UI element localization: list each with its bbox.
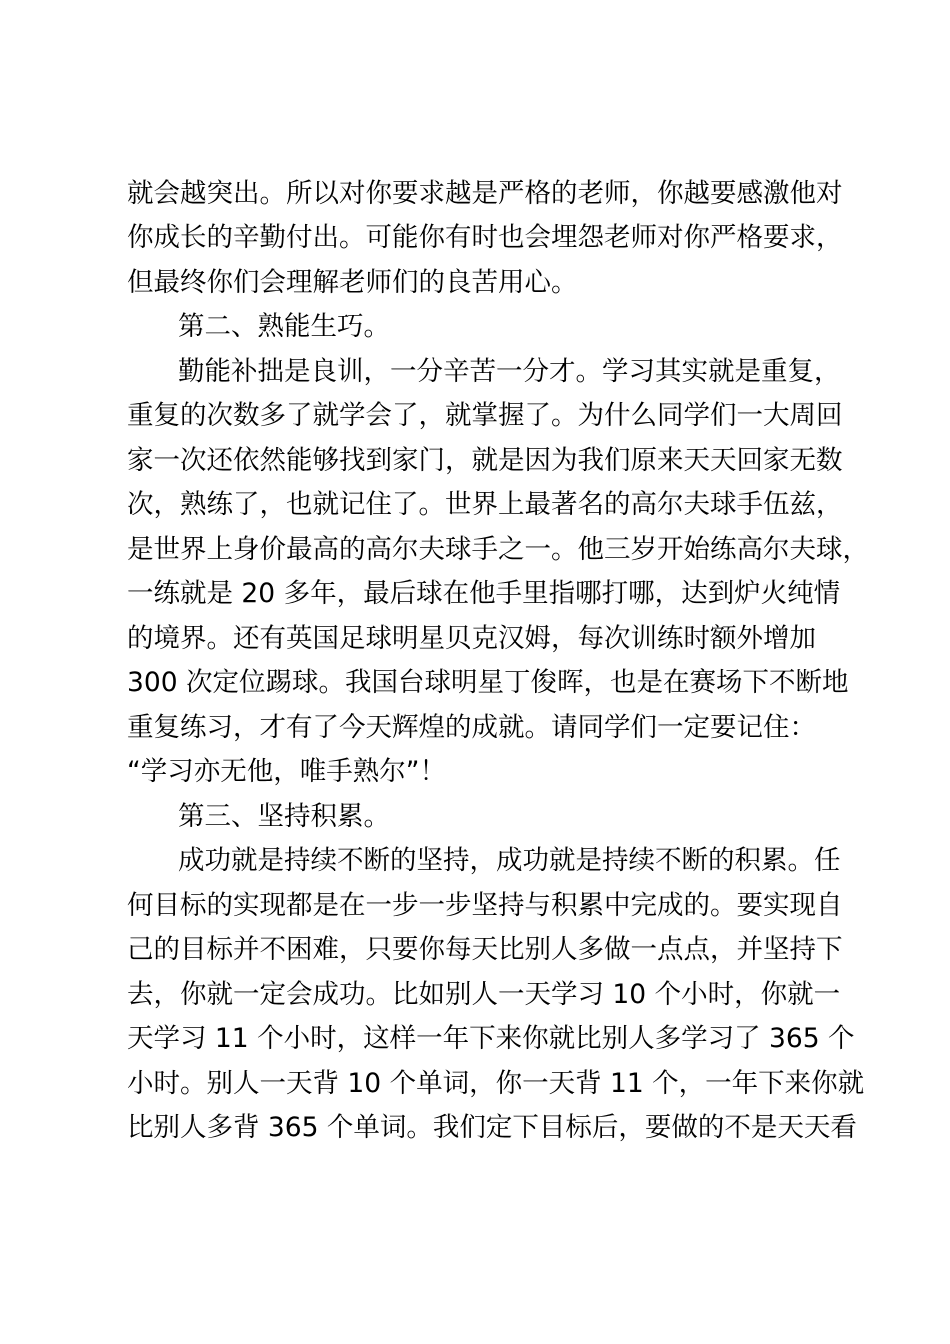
text-line: 但最终你们会理解老师们的良苦用心。	[127, 267, 578, 298]
text-line: 就会越突出。所以对你要求越是严格的老师，你越要感激他对	[127, 178, 843, 209]
text-line: 比别人多背 365 个单词。我们定下目标后，要做的不是天天看	[127, 1112, 857, 1143]
text-line: 300 次定位踢球。我国台球明星丁俊晖，也是在赛场下不断地	[127, 667, 849, 698]
text-line: 一练就是 20 多年，最后球在他手里指哪打哪，达到炉火纯情	[127, 578, 841, 609]
text-line: 去，你就一定会成功。比如别人一天学习 10 个小时，你就一	[127, 979, 841, 1010]
text-line: 是世界上身价最高的高尔夫球手之一。他三岁开始练高尔夫球，	[127, 534, 869, 565]
section-heading: 第三、坚持积累。	[178, 801, 390, 832]
text-line: 的境界。还有英国足球明星贝克汉姆，每次训练时额外增加	[127, 623, 816, 654]
text-line: 勤能补拙是良训，一分辛苦一分才。学习其实就是重复，	[178, 356, 841, 387]
text-line: 天学习 11 个小时，这样一年下来你就比别人多学习了 365 个	[127, 1023, 855, 1054]
section-heading: 第二、熟能生巧。	[178, 311, 390, 342]
text-line: 你成长的辛勤付出。可能你有时也会埋怨老师对你严格要求，	[127, 222, 843, 253]
text-line: 己的目标并不困难，只要你每天比别人多做一点点，并坚持下	[127, 934, 843, 965]
text-line: 次，熟练了，也就记住了。世界上最著名的高尔夫球手伍兹，	[127, 489, 843, 520]
text-line: 重复练习，才有了今天辉煌的成就。请同学们一定要记住：	[127, 712, 816, 743]
text-line: 成功就是持续不断的坚持，成功就是持续不断的积累。任	[178, 845, 841, 876]
text-line: “学习亦无他，唯手熟尔”！	[127, 756, 446, 787]
text-line: 小时。别人一天背 10 个单词，你一天背 11 个，一年下来你就	[127, 1068, 865, 1099]
text-line: 家一次还依然能够找到家门，就是因为我们原来天天回家无数	[127, 445, 843, 476]
text-line: 何目标的实现都是在一步一步坚持与积累中完成的。要实现自	[127, 890, 843, 921]
text-line: 重复的次数多了就学会了，就掌握了。为什么同学们一大周回	[127, 400, 843, 431]
